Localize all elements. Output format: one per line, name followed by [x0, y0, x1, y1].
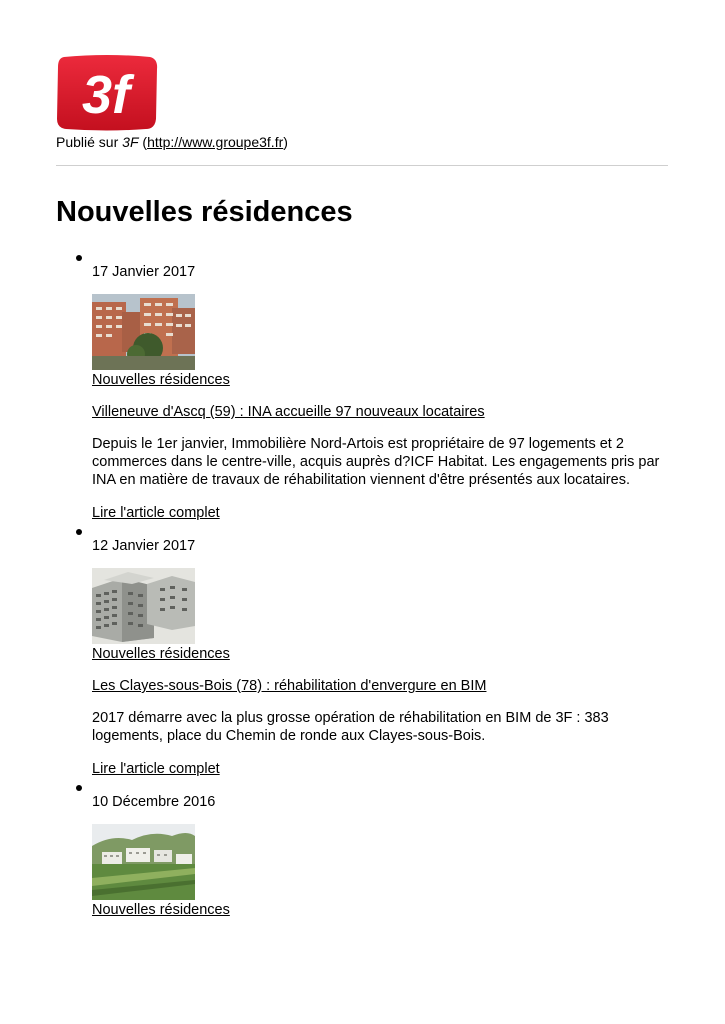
building-render-icon[interactable]: [92, 568, 195, 644]
logo: [56, 55, 158, 131]
published-line: [56, 133, 288, 151]
read-more-link[interactable]: Lire l'article complet: [92, 761, 220, 777]
article-title-link[interactable]: Les Clayes-sous-Bois (78) : réhabilitation d'envergure en BIM: [92, 678, 487, 694]
article-summary: Depuis le 1er janvier, Immobilière Nord-Artois est propriétaire de 97 logements et 2 commerces dans le centre-ville, acquis auprès d?ICF Habitat. Les engagements pris par INA en matière de travaux de réhabilitation viennent d'être présentés aux locataires.: [92, 436, 660, 488]
article-category-link[interactable]: Nouvelles résidences: [92, 372, 230, 388]
green-residence-photo-icon[interactable]: [92, 824, 195, 900]
site-url-link[interactable]: http://www.groupe3f.fr: [147, 134, 284, 150]
article-summary: 2017 démarre avec la plus grosse opération de réhabilitation en BIM de 3F : 383 logements, place du Chemin de ronde aux Clayes-sous-Bois.: [92, 710, 609, 744]
published-prefix: Publié sur: [56, 134, 123, 150]
page-title: Nouvelles résidences: [56, 196, 353, 228]
article-category-link[interactable]: Nouvelles résidences: [92, 902, 230, 918]
list-bullet: [76, 255, 82, 261]
paren-close: ): [283, 134, 288, 150]
article-date: 10 Décembre 2016: [92, 794, 216, 810]
residence-photo-icon[interactable]: [92, 294, 195, 370]
article-title-link[interactable]: Villeneuve d'Ascq (59) : INA accueille 97 nouveaux locataires: [92, 404, 485, 420]
header-divider: [56, 165, 668, 166]
list-bullet: [76, 785, 82, 791]
logo-text: 3f: [81, 65, 131, 125]
article-category-link[interactable]: Nouvelles résidences: [92, 646, 230, 662]
article-date: 17 Janvier 2017: [92, 264, 196, 280]
site-name: 3F: [122, 134, 139, 150]
read-more-link[interactable]: Lire l'article complet: [92, 505, 220, 521]
paren-open: (: [138, 134, 148, 150]
article-date: 12 Janvier 2017: [92, 538, 196, 554]
list-bullet: [76, 529, 82, 535]
